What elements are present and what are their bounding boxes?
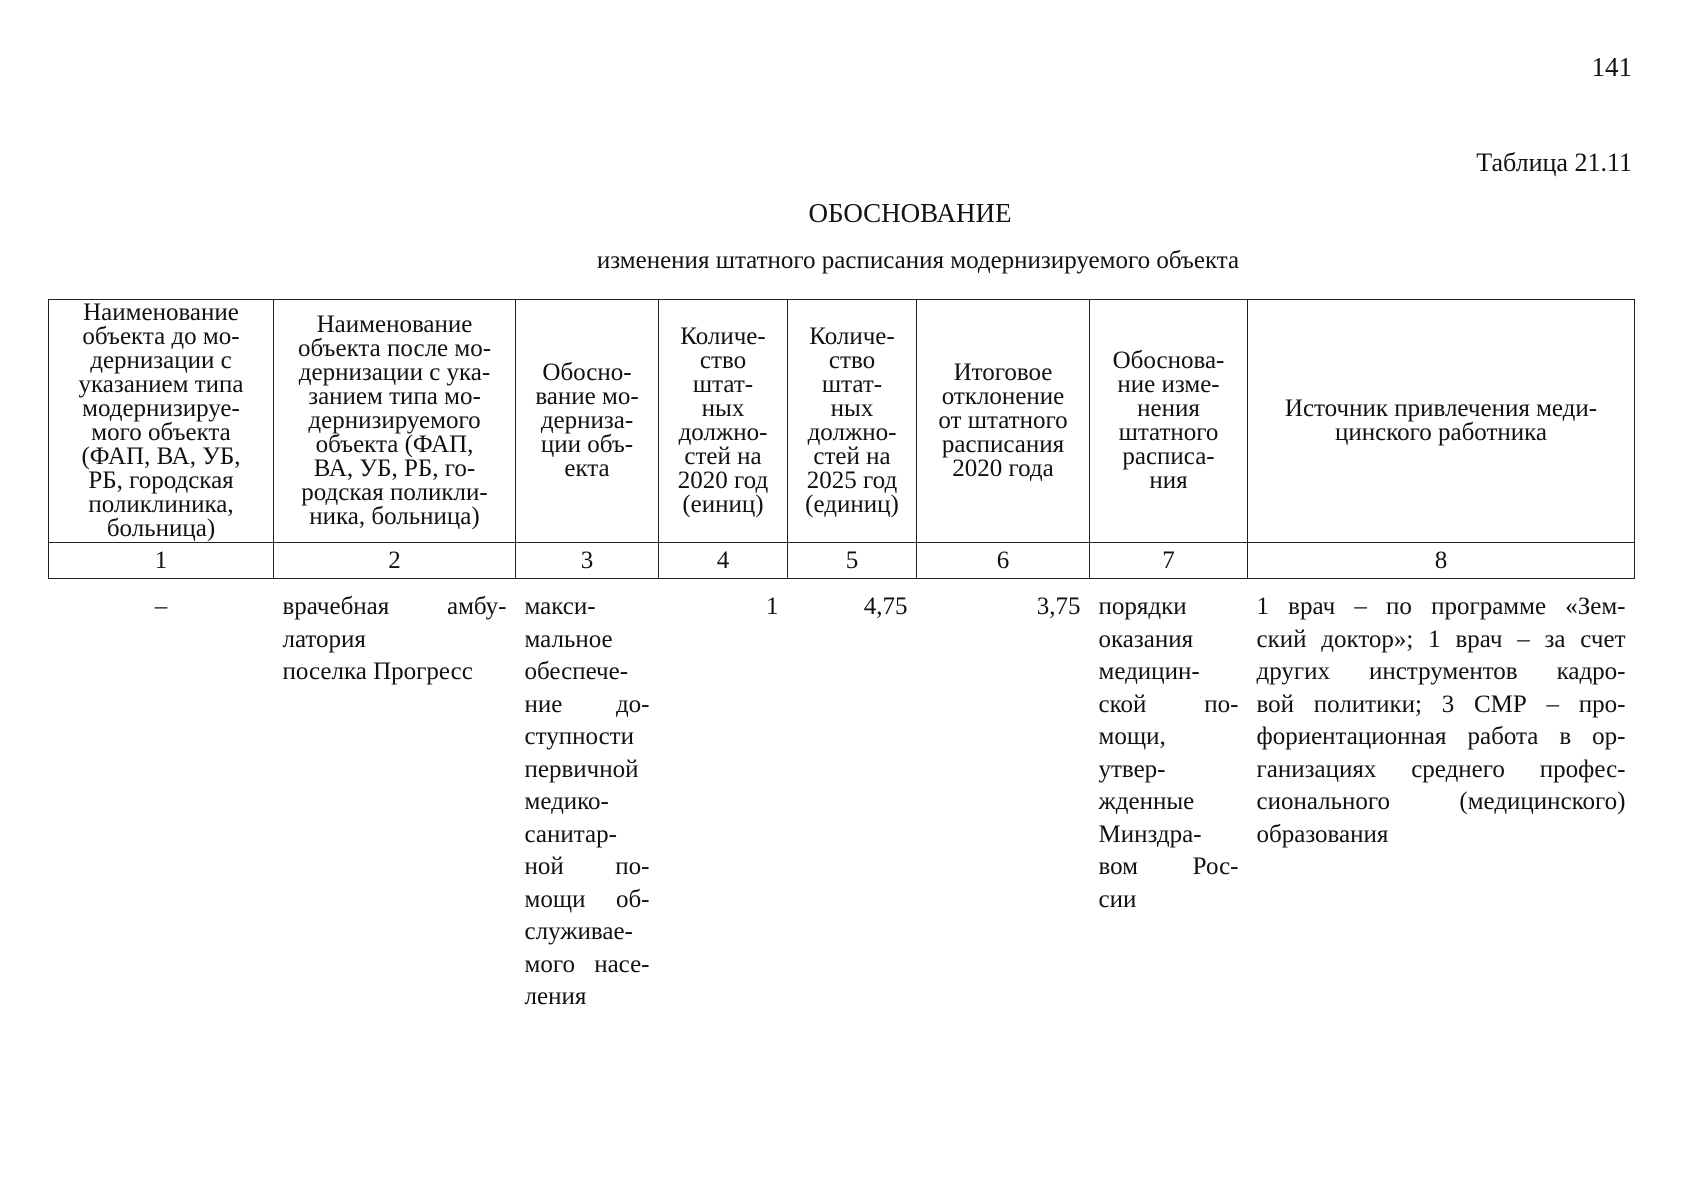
column-number: 7	[1090, 543, 1248, 579]
cell-modernization-justification	[516, 579, 659, 1014]
text-line: вание мо-	[535, 383, 639, 410]
column-number-row	[49, 543, 1635, 579]
text-line: от штатного	[938, 407, 1068, 434]
column-number: 5	[788, 543, 917, 579]
text-line: мого объекта	[91, 419, 231, 446]
header-row	[49, 300, 1635, 543]
text-line: ской по-	[1098, 690, 1239, 718]
text-line: стей на	[813, 443, 891, 470]
text-line: сии	[1098, 885, 1137, 913]
text-line: поликлиника,	[88, 491, 234, 518]
column-number: 2	[274, 543, 516, 579]
text-line: служивае-	[524, 918, 633, 945]
text-line: ступности	[524, 723, 634, 750]
text-line: дернизации с	[90, 347, 232, 374]
column-number: 6	[917, 543, 1090, 579]
text-line: указанием типа	[78, 371, 244, 398]
header-object-before	[49, 300, 274, 543]
text-line: порядки	[1098, 593, 1187, 620]
text-line: мальное	[524, 625, 613, 653]
cell-worker-source	[1248, 579, 1635, 1014]
text-line: сионального (медицинского)	[1256, 788, 1626, 815]
text-line: латория	[282, 625, 366, 653]
cell-staff-count-2020: 1	[766, 593, 779, 620]
text-line: Обосно-	[542, 359, 632, 386]
text-line: образования	[1256, 820, 1389, 848]
header-worker-source	[1248, 300, 1635, 543]
text-line: Количе-	[809, 323, 895, 350]
text-line: стей на	[684, 443, 762, 470]
text-line: ника, больница)	[309, 503, 480, 530]
text-line: объекта (ФАП,	[315, 431, 474, 458]
text-line: расписа-	[1122, 443, 1215, 470]
text-line: объекта до мо-	[82, 323, 240, 350]
text-line: вой политики; 3 СМР – про-	[1256, 690, 1626, 718]
text-line: штатного	[1118, 419, 1219, 446]
text-line: поселка Прогресс	[282, 658, 473, 685]
text-line: ние до-	[524, 690, 650, 718]
text-line: ство	[699, 347, 747, 374]
text-line: РБ, городская	[88, 467, 234, 494]
text-line: ных	[830, 395, 874, 422]
text-line: Наименование	[83, 299, 239, 326]
text-line: ский доктор»; 1 врач – за счет	[1256, 625, 1626, 653]
header-total-deviation	[917, 300, 1090, 543]
text-line: штат-	[692, 371, 754, 398]
cell-staff-count-2025: 4,75	[863, 593, 908, 620]
text-line: врачебная амбу-	[282, 593, 507, 620]
page-number: 141	[1591, 52, 1632, 82]
text-line: дернизации с ука-	[298, 359, 491, 386]
text-line: Источник привлечения меди-	[1284, 395, 1598, 422]
text-line: Обоснова-	[1112, 347, 1225, 374]
header-staffing-change-justification	[1090, 300, 1248, 543]
header-staff-count-2020	[659, 300, 788, 543]
text-line: оказания	[1098, 625, 1194, 653]
text-line: отклонение	[941, 383, 1065, 410]
table-row	[49, 579, 1635, 1014]
header-object-after	[274, 300, 516, 543]
text-line: штат-	[821, 371, 883, 398]
cell-staffing-change-justification	[1090, 579, 1248, 1014]
text-line: мощи об-	[524, 885, 650, 913]
text-line: первичной	[524, 755, 639, 783]
text-line: медицин-	[1098, 658, 1200, 685]
text-line: ных	[701, 395, 745, 422]
table-label: Таблица 21.11	[1476, 148, 1632, 177]
text-line: обеспече-	[524, 658, 629, 685]
text-line: ния	[1149, 467, 1188, 494]
text-line: больница)	[106, 515, 216, 542]
text-line: ной по-	[524, 853, 650, 880]
text-line: макси-	[524, 593, 596, 620]
text-line: (еиниц)	[682, 491, 764, 518]
text-line: вом Рос-	[1098, 853, 1239, 880]
text-line: (единиц)	[805, 491, 899, 518]
column-number: 8	[1248, 543, 1635, 579]
text-line: санитар-	[524, 820, 617, 848]
header-modernization-justification	[516, 300, 659, 543]
text-line: ления	[524, 983, 587, 1010]
text-line: родская поликли-	[301, 479, 488, 506]
text-line: Наименование	[316, 311, 473, 338]
text-line: мого насе-	[524, 950, 650, 978]
text-line: 2025 год	[806, 467, 898, 494]
text-line: Минздра-	[1098, 820, 1202, 848]
text-line: ганизациях среднего профес-	[1256, 755, 1626, 783]
text-line: Итоговое	[953, 359, 1053, 386]
column-number: 4	[659, 543, 788, 579]
text-line: (ФАП, ВА, УБ,	[81, 443, 241, 470]
text-line: расписания	[941, 431, 1065, 458]
cell-total-deviation: 3,75	[1036, 593, 1081, 620]
text-line: утвер-	[1098, 755, 1166, 783]
column-number: 3	[516, 543, 659, 579]
text-line: 2020 год	[677, 467, 769, 494]
text-line: ции объ-	[540, 431, 634, 458]
text-line: цинского работника	[1334, 419, 1548, 446]
text-line: занием типа мо-	[308, 383, 481, 410]
text-line: дерниза-	[540, 407, 634, 434]
text-line: 2020 года	[952, 455, 1054, 482]
text-line: модернизируе-	[82, 395, 240, 422]
text-line: 1 врач – по программе «Зем-	[1256, 593, 1626, 620]
text-line: должно-	[807, 419, 897, 446]
header-staff-count-2025	[788, 300, 917, 543]
justification-table	[48, 299, 1635, 1014]
column-number: 1	[49, 543, 274, 579]
text-line: ВА, УБ, РБ, го-	[313, 455, 476, 482]
text-line: фориентационная работа в ор-	[1256, 723, 1626, 750]
text-line: дернизируемого	[308, 407, 481, 434]
cell-object-before: –	[154, 593, 168, 620]
text-line: ство	[828, 347, 876, 374]
text-line: екта	[564, 455, 610, 482]
cell-object-after	[274, 579, 516, 1014]
text-line: мощи,	[1098, 723, 1166, 750]
text-line: ние изме-	[1117, 371, 1220, 398]
text-line: жденные	[1098, 788, 1195, 815]
text-line: медико-	[524, 788, 609, 815]
text-line: должно-	[678, 419, 768, 446]
text-line: Количе-	[680, 323, 766, 350]
text-line: объекта после мо-	[297, 335, 492, 362]
document-subtitle: изменения штатного расписания модернизируемого объекта	[596, 247, 1240, 274]
text-line: других инструментов кадро-	[1256, 658, 1626, 685]
text-line: нения	[1137, 395, 1200, 422]
document-title: ОБОСНОВАНИЕ	[808, 198, 1012, 228]
